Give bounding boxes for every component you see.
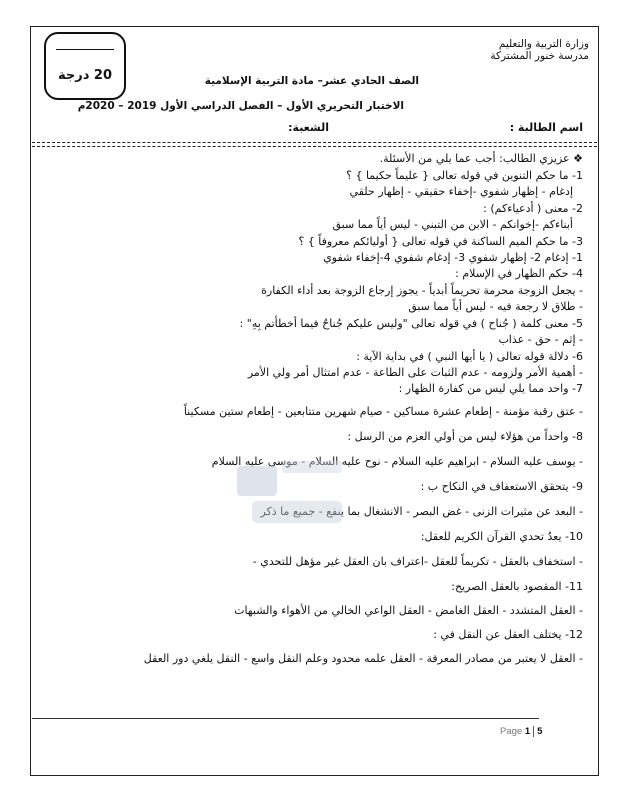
option-line: - العقل لا يعتبر من مصادر المعرفة - العقل علمه محدود وعلم النقل واسع - النقل يلغي دور العقل <box>143 652 583 665</box>
question-line: 1- ما حكم التنوين في قوله تعالى { عليماً حكيما } ؟ <box>346 169 583 182</box>
question-line: 3- ما حكم الميم الساكنة في قوله تعالى { أوليائكم معروفاً } ؟ <box>298 235 583 248</box>
diamond-bullet-icon: ❖ <box>573 152 583 165</box>
page-number: 1 <box>524 726 531 738</box>
option-line: - إثم - حق - عذاب <box>498 333 583 346</box>
score-blank-line <box>56 49 114 50</box>
question-line: 2- معنى ( أدعياءكم) : <box>483 202 583 215</box>
question-line: 12- يختلف العقل عن النقل في : <box>433 628 583 641</box>
footer-divider <box>32 718 539 719</box>
question-line: 6- دلالة قوله تعالى ( يا أيها النبي ) في بداية الآية : <box>356 350 583 363</box>
option-line: أبناءكم -إخوانكم - الابن من التبني - ليس أياً مما سبق <box>332 218 573 231</box>
header-divider-2 <box>32 146 597 147</box>
intro-text: عزيزي الطالب: أجب عما يلي من الأسئلة. <box>379 152 570 165</box>
option-line: - العقل المتشدد - العقل الغامض - العقل الواعي الخالي من الأهواء والشبهات <box>234 604 583 617</box>
page-word: Page <box>500 726 523 738</box>
question-line: 4- حكم الظهار في الإسلام : <box>455 267 583 280</box>
option-line: - يجعل الزوجة محرمة تحريماً أبدياً - يجوز إرجاع الزوجة بعد أداء الكفارة <box>261 284 583 297</box>
option-line: - أهمية الأمر ولزومه - عدم الثبات على الطاعة - عدم امتثال أمر ولي الأمر <box>247 366 583 379</box>
exam-title: الاختبار التحريري الأول – الفصل الدراسي الأول 2019 – 2020م <box>77 100 404 112</box>
option-line: إدغام - إظهار شفوي -إخفاء حقيقي - إظهار حلقي <box>349 185 573 198</box>
option-line: 1- إدغام 2- إظهار شفوي 3- إدغام شفوي 4-إخفاء شفوي <box>323 251 583 264</box>
watermark-logo <box>232 456 352 534</box>
page-total: 5 <box>537 726 543 738</box>
option-line: - يوسف عليه السلام - ابراهيم عليه السلام - نوح عليه السلام - موسى عليه السلام <box>211 455 583 468</box>
score-box <box>44 32 126 100</box>
option-line: - عتق رقبة مؤمنة - إطعام عشرة مساكين - صيام شهرين متتابعين - إطعام ستين مسكيناً <box>183 405 583 418</box>
class-subject: الصف الحادي عشر– مادة التربية الإسلامية <box>204 75 419 87</box>
option-line: - البعد عن مثيرات الزنى - غض البصر - الانشغال بما ينفع - جميع ما ذكر <box>260 505 583 518</box>
option-line: - طلاق لا رجعة فيه - ليس أياً مما سبق <box>408 300 583 313</box>
intro-line <box>380 152 583 165</box>
header-ministry-block <box>490 38 589 62</box>
question-line: 5- معنى كلمة ( جُناح ) في قوله تعالى "وليس عليكم جُناحٌ فيما أخطأتم بِهِ" : <box>239 317 583 330</box>
section-label: الشعبة: <box>288 121 329 134</box>
score-label: 20 درجة <box>57 68 113 83</box>
question-line: 8- واحداً من هؤلاء ليس من أولي العزم من الرسل : <box>347 430 583 443</box>
student-name-label: اسم الطالبة : <box>509 121 583 134</box>
header-divider <box>32 142 597 143</box>
question-line: 7- واحد مما يلي ليس من كفارة الظهار : <box>398 382 583 395</box>
question-line: 9- يتحقق الاستعفاف في النكاح ب : <box>420 480 583 493</box>
question-line: 10- يعدُ تحدي القرآن الكريم للعقل: <box>420 530 583 543</box>
page-footer <box>500 726 542 737</box>
ministry-name: وزارة التربية والتعليم <box>498 38 589 50</box>
school-name: مدرسة خنور المشتركة <box>490 50 589 62</box>
option-line: - استخفاف بالعقل - تكريماً للعقل -اعتراف بان العقل غير مؤهل للتحدي - <box>252 555 583 568</box>
question-line: 11- المقصود بالعقل الصريح: <box>451 580 583 593</box>
footer-separator <box>533 726 534 737</box>
